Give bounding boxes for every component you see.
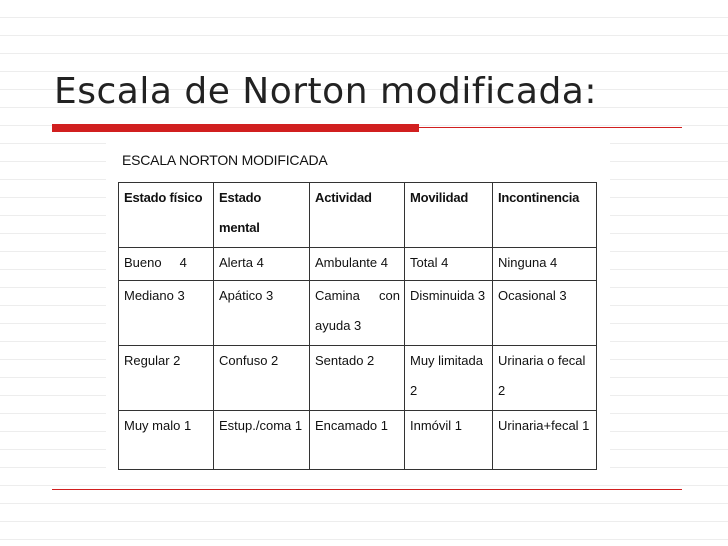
column-header-estado-fisico: Estado físico [119,183,214,248]
table-cell: Mediano 3 [119,281,214,346]
figure-caption: ESCALA NORTON MODIFICADA [122,152,328,168]
table-cell: Disminuida 3 [405,281,493,346]
table-cell: Encamado 1 [310,411,405,470]
table-cell: Bueno 4 [119,248,214,281]
table-row [119,411,597,470]
table-header-row [119,183,597,248]
table-row [119,346,597,411]
footer-rule [52,489,682,490]
table-cell: Urinaria+fecal 1 [493,411,597,470]
column-header-incontinencia: Incontinencia [493,183,597,248]
table-row [119,281,597,346]
column-header-estado-mental: Estado mental [214,183,310,248]
column-header-actividad: Actividad [310,183,405,248]
table-row [119,248,597,281]
table-cell: Apático 3 [214,281,310,346]
table-cell: Ambulante 4 [310,248,405,281]
table-cell: Confuso 2 [214,346,310,411]
table-cell: Ocasional 3 [493,281,597,346]
norton-scale-table [118,182,597,470]
column-header-movilidad: Movilidad [405,183,493,248]
title-underline-rule [419,127,682,128]
slide-title: Escala de Norton modificada: [54,71,597,112]
table-cell: Total 4 [405,248,493,281]
table-cell: Alerta 4 [214,248,310,281]
table-cell: Inmóvil 1 [405,411,493,470]
table-cell: Camina con ayuda 3 [310,281,405,346]
table-cell: Sentado 2 [310,346,405,411]
table-cell: Urinaria o fecal 2 [493,346,597,411]
table-cell: Ninguna 4 [493,248,597,281]
norton-scale-figure [106,140,610,474]
table-cell: Muy limitada 2 [405,346,493,411]
title-underline-accent [52,124,419,132]
table-cell: Regular 2 [119,346,214,411]
table-cell: Muy malo 1 [119,411,214,470]
table-cell: Estup./coma 1 [214,411,310,470]
